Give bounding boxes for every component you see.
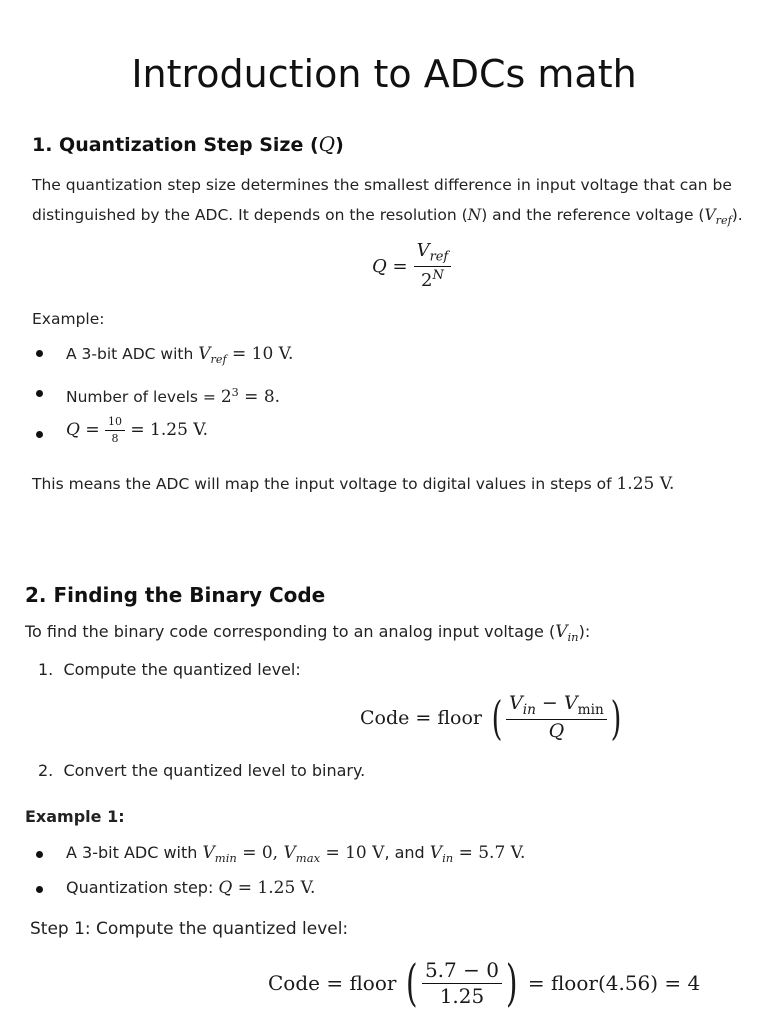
section2-heading: 2. Finding the Binary Code: [25, 583, 326, 607]
calc-num: 5.7 − 0: [422, 960, 502, 984]
formula-den-sup: N: [432, 268, 444, 284]
code-calculation: [268, 954, 701, 1012]
calc-left-paren: (: [406, 954, 419, 1012]
section1-bullet-2: [66, 380, 280, 410]
bullet2-base: 2: [220, 387, 232, 408]
code-num-a: V: [508, 692, 523, 714]
ex1-e3: = 5.7 V.: [453, 843, 526, 863]
bullet3-num: 10: [105, 416, 125, 431]
para-line2-v: V: [704, 206, 716, 224]
ex1-e1: = 0,: [236, 843, 284, 863]
ex1-mid: , and: [384, 843, 430, 862]
code-den: Q: [548, 720, 565, 743]
conclusion-val: 1.25 V.: [616, 474, 675, 494]
section1-para-line2: [32, 202, 743, 234]
bullet1-v: V: [198, 344, 211, 364]
bullet3-den: 8: [111, 431, 119, 445]
section2-ex-bullet-2: [66, 876, 315, 900]
quantization-formula: [372, 242, 451, 291]
section1-example-label: Example:: [32, 310, 105, 328]
formula-den-base: 2: [420, 270, 433, 292]
bullet2-sup: 3: [231, 386, 239, 399]
intro-v: V: [555, 622, 568, 642]
right-paren: ): [610, 691, 622, 746]
bullet3-q: Q: [66, 420, 80, 441]
ex1-e2: = 10 V: [320, 843, 385, 863]
left-paren: (: [491, 691, 503, 746]
section1-heading: [32, 131, 344, 158]
bullet-dot: [36, 431, 43, 438]
bullet2-post: = 8.: [238, 387, 281, 408]
para-line2-ref: ref: [715, 213, 732, 227]
calc-den: 1.25: [439, 983, 485, 1008]
ex2-q: Q: [218, 878, 233, 898]
formula-lhs: Q =: [372, 256, 408, 278]
code-num-b: V: [563, 692, 578, 714]
ex1-pre: A 3-bit ADC with: [66, 843, 203, 862]
bullet1-post: = 10 V.: [226, 344, 294, 364]
ex1-s3: in: [442, 851, 454, 866]
section1-bullet-3: [66, 416, 208, 444]
bullet-dot: [36, 851, 43, 858]
bullet-dot: [36, 350, 43, 357]
calc-rhs: = floor(4.56) = 4: [521, 971, 701, 995]
section2-intro: [25, 620, 590, 649]
code-minus: −: [535, 692, 564, 714]
para-line2-c: ).: [731, 206, 743, 224]
section1-heading-var: Q: [318, 132, 336, 156]
bullet2-pre: Number of levels =: [66, 388, 221, 407]
intro-post: ):: [578, 622, 591, 641]
bullet1-sub: ref: [210, 352, 227, 366]
section1-para-line1: The quantization step size determines the smallest difference in input voltage that can be: [32, 176, 732, 194]
bullet1-pre: A 3-bit ADC with: [66, 345, 199, 363]
ex1-s2: max: [295, 851, 321, 866]
section1-heading-suffix: ): [335, 134, 344, 156]
section1-bullet-1: [66, 341, 293, 373]
code-num-a-sub: in: [522, 701, 536, 718]
para-line2-b: ) and the reference voltage (: [481, 206, 705, 224]
ex1-v3: V: [429, 843, 443, 863]
code-formula-fraction: [506, 694, 607, 742]
ex1-v1: V: [202, 843, 215, 863]
ex2-post: = 1.25 V.: [232, 878, 316, 898]
bullet3-post: = 1.25 V.: [125, 420, 209, 441]
section1-heading-prefix: 1. Quantization Step Size (: [32, 134, 319, 156]
section2-step1-label: Step 1: Compute the quantized level:: [30, 919, 349, 939]
ex1-v2: V: [283, 843, 296, 863]
intro-pre: To find the binary code corresponding to an analog input voltage (: [25, 622, 556, 641]
formula-num-sub: ref: [429, 249, 449, 265]
bullet-dot: [36, 886, 43, 893]
section2-step1: 1. Compute the quantized level:: [38, 660, 301, 679]
formula-fraction: [414, 242, 452, 291]
section2-ex-bullet-1: [66, 841, 525, 870]
intro-sub: in: [567, 630, 579, 645]
para-line2-n: N: [467, 206, 482, 224]
calc-fraction: [422, 957, 502, 1008]
bullet3-eq: =: [79, 420, 105, 441]
bullet3-fraction: [105, 416, 125, 444]
ex1-s1: min: [214, 851, 237, 866]
calc-right-paren: ): [505, 954, 518, 1012]
code-formula: [360, 691, 625, 746]
code-formula-lhs: Code = floor: [360, 707, 483, 730]
ex2-pre: Quantization step:: [66, 878, 219, 897]
section2-example-label: Example 1:: [25, 807, 125, 826]
calc-lhs: Code = floor: [268, 971, 397, 995]
section2-step2: 2. Convert the quantized level to binary.: [38, 761, 366, 780]
conclusion-pre: This means the ADC will map the input voltage to digital values in steps of: [32, 475, 617, 493]
para-line2-a: distinguished by the ADC. It depends on the resolution (: [32, 206, 468, 224]
code-num-b-sub: min: [577, 701, 604, 718]
page-title: Introduction to ADCs math: [131, 52, 637, 96]
bullet-dot: [36, 390, 43, 397]
formula-num-v: V: [416, 240, 430, 261]
section1-conclusion: [32, 471, 674, 497]
